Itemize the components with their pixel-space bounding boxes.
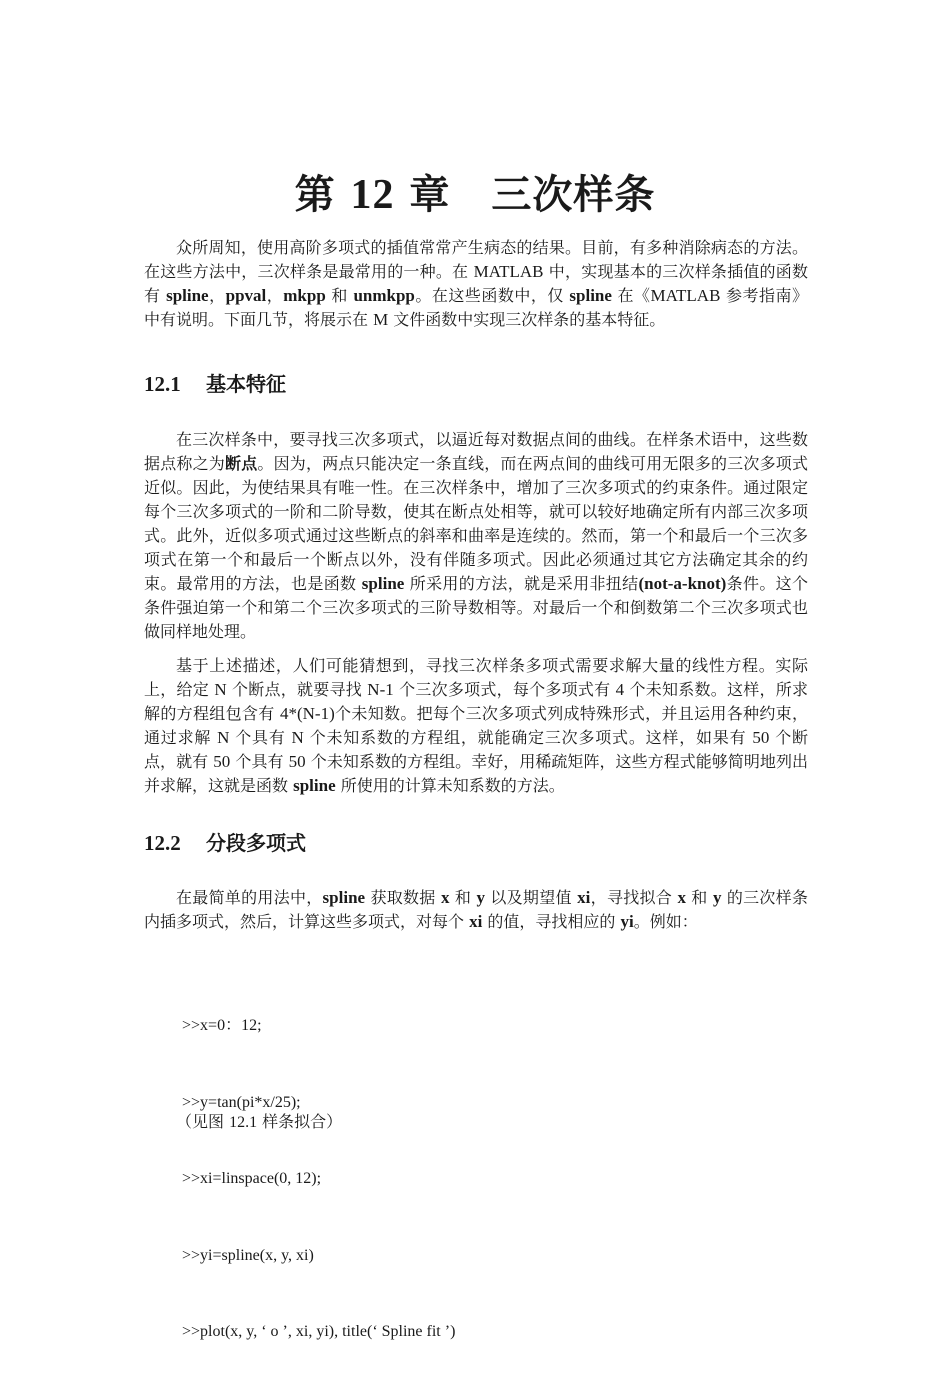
chapter-prefix: 第 <box>294 171 351 218</box>
basic-features-paragraph: 在三次样条中，要寻找三次多项式，以逼近每对数据点间的曲线。在样条术语中，这些数据点称之为断点。因为，两点只能决定一条直线，而在两点间的曲线可用无限多的三次多项式近似。因此，为使结果具有唯一性。在三次样条中，增加了三次多项式的约束条件。通过限定每个三次多项式的一阶和二阶导数，使其在断点处相等，就可以较好地确定所有内部三次多项式。此外，近似多项式通过这些断点的斜率和曲率是连续的。然而，第一个和最后一个三次多项式在第一个和最后一个断点以外，没有伴随多项式。因此必须通过其它方法确定其余的约束。最常用的方法，也是函数 spline 所采用的方法，就是采用非扭结(not-a-knot)条件。这个条件强迫第一个和第二个三次多项式的三阶导数相等。对最后一个和倒数第二个三次多项式也做同样地处理。 <box>144 430 808 641</box>
func-unmkpp: unmkpp <box>353 286 415 305</box>
code-example <box>182 962 455 1396</box>
code-line: >>x=0：12; <box>182 1017 262 1034</box>
linear-equations-paragraph: 基于上述描述，人们可能猜想到，寻找三次样条多项式需要求解大量的线性方程。实际上，给定 N 个断点，就要寻找 N-1 个三次多项式，每个多项式有 4 个未知系数。这样，所求解的方程组包含有 4*(N-1)个未知数。把每个三次多项式列成特殊形式，并且运用各种约束，通过求解 N 个具有 N 个未知系数的方程组，就能确定三次多项式。这样，如果有 50 个断点，就有 50 个具有 50 个未知系数的方程组。幸好，用稀疏矩阵，这些方程式能够简明地列出并求解，这就是函数 spline 所使用的计算未知系数的方法。 <box>144 656 808 795</box>
intro-paragraph: 众所周知，使用高阶多项式的插值常常产生病态的结果。目前，有多种消除病态的方法。在这些方法中，三次样条是最常用的一种。在 MATLAB 中，实现基本的三次样条插值的函数有 spline，ppval，mkpp 和 unmkpp。在这些函数中，仅 spline 在《MATLAB 参考指南》中有说明。下面几节，将展示在 M 文件函数中实现三次样条的基本特征。 <box>144 238 808 329</box>
figure-reference: （见图 12.1 样条拟合） <box>176 1112 343 1131</box>
piecewise-paragraph: 在最简单的用法中，spline 获取数据 x 和 y 以及期望值 xi，寻找拟合 x 和 y 的三次样条内插多项式，然后，计算这些多项式，对每个 xi 的值，寻找相应的 yi。例如： <box>144 888 808 931</box>
section-number: 12.2 <box>144 831 181 855</box>
func-spline: spline <box>293 776 336 795</box>
func-spline: spline <box>322 888 366 907</box>
func-spline: spline <box>569 286 612 305</box>
code-line: >>yi=spline(x, y, xi) <box>182 1246 314 1264</box>
func-ppval: ppval <box>225 286 267 305</box>
func-spline: spline <box>361 574 405 593</box>
func-mkpp: mkpp <box>283 286 326 305</box>
chapter-title <box>0 167 950 223</box>
chapter-number: 12 <box>350 171 395 218</box>
section-heading-12-2 <box>144 829 306 857</box>
term-breakpoint: 断点 <box>225 454 258 473</box>
section-number: 12.1 <box>144 372 181 396</box>
chapter-suffix: 章 三次样条 <box>394 171 656 218</box>
code-line: >>plot(x, y, ‘ o ’, xi, yi), title(‘ Spline fit ’) <box>182 1323 456 1340</box>
term-not-a-knot: (not-a-knot) <box>638 574 727 593</box>
section-heading-12-1 <box>144 370 286 398</box>
code-line: >>y=tan(pi*x/25); <box>182 1093 301 1111</box>
code-line: >>xi=linspace(0, 12); <box>182 1170 322 1187</box>
func-spline: spline <box>166 286 209 305</box>
section-title: 分段多项式 <box>206 831 306 855</box>
section-title: 基本特征 <box>206 372 286 396</box>
